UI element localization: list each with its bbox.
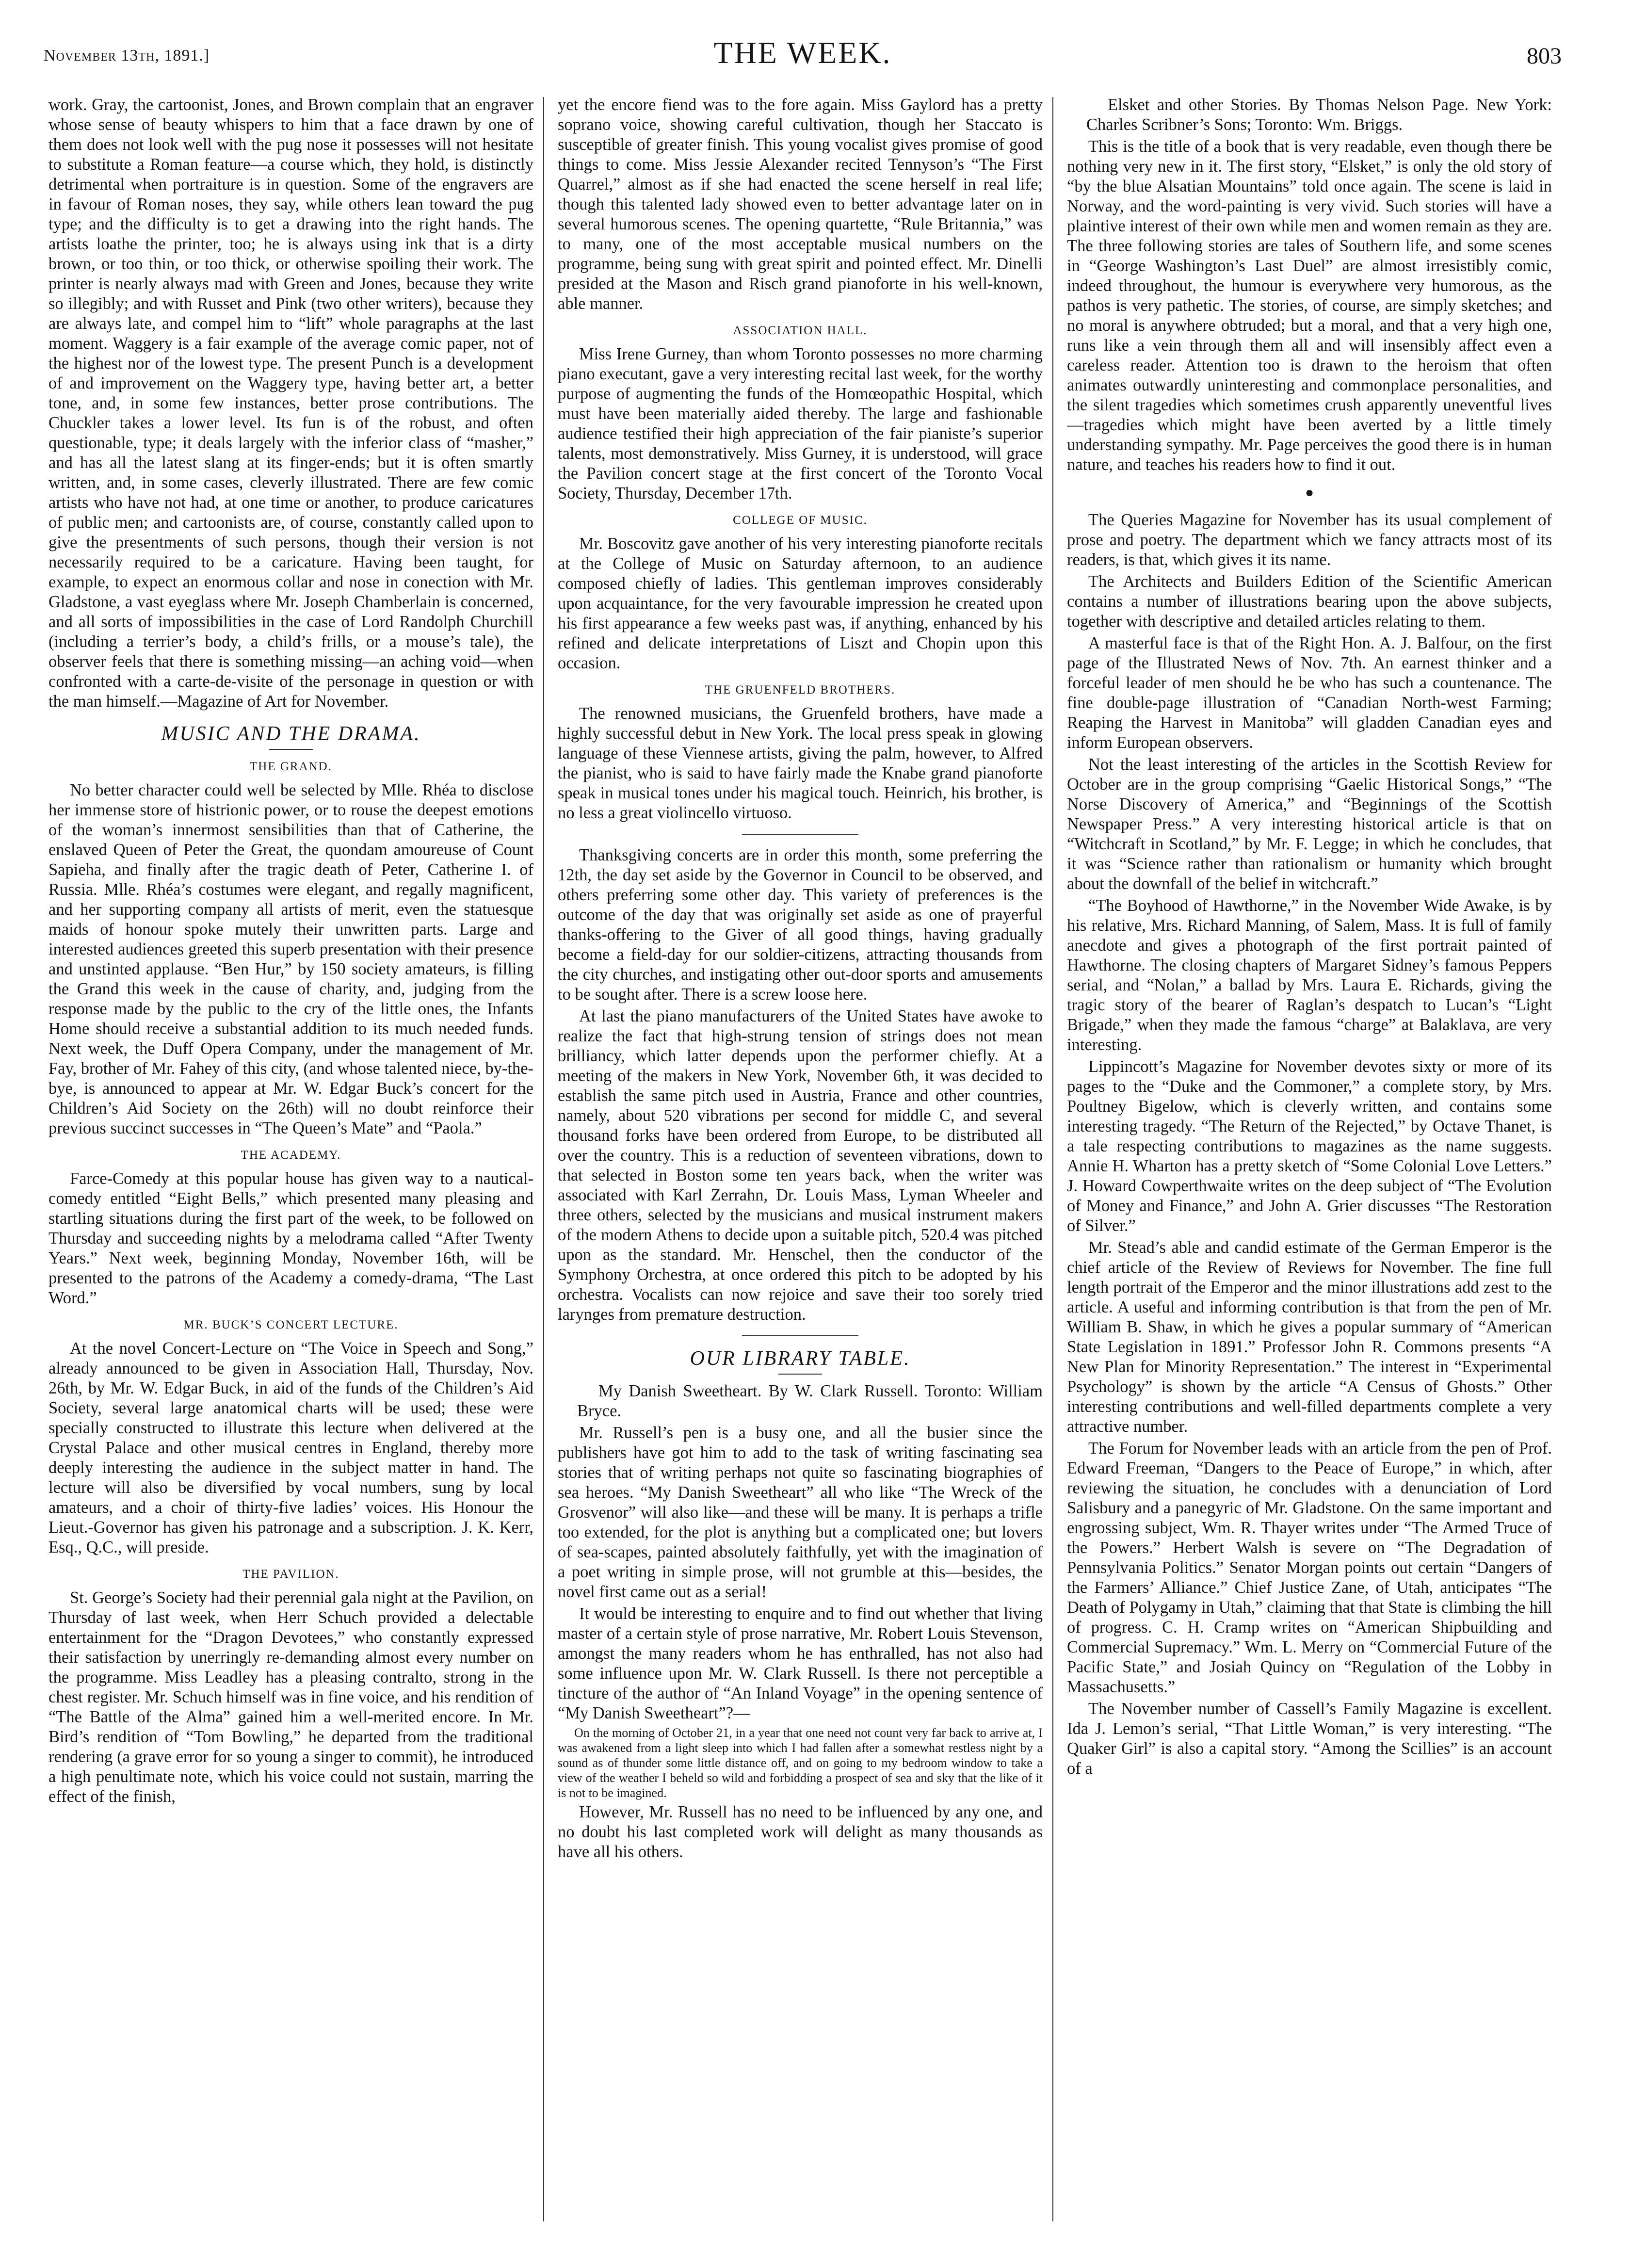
- lippincotts-paragraph: Lippincott’s Magazine for November devotes sixty or more of its pages to the “Duke and the Commoner,” a complete story, by Mrs. Poultney Bigelow, which is cleverly written, and contains some interesting tragedy. “The Return of the Rejected,” by Octave Thanet, is a tale respecting contributions to magazines as the name suggests. Annie H. Wharton has a pretty sketch of “Some Colonial Love Letters.” J. Howard Cowperthwaite writes on the deep subject of “The Evolution of Money and Finance,” and John A. Grier discusses “The Restoration of Silver.”: [1067, 1057, 1552, 1235]
- college-of-music-paragraph: Mr. Boscovitz gave another of his very interesting pianoforte recitals at the College of Music on Saturday afternoon, to an audience composed chiefly of ladies. This gentleman improves considerably upon acquaintance, for the very favourable impression he created upon his first appearance a few weeks past was, if anything, enhanced by his refined and delicate interpretations of Liszt and Chopin upon this occasion.: [558, 535, 1043, 672]
- column-3: [1067, 95, 1552, 2239]
- buck-lecture-heading: MR. BUCK’S CONCERT LECTURE.: [183, 1318, 399, 1331]
- academy-heading: THE ACADEMY.: [241, 1149, 341, 1162]
- music-drama-heading: MUSIC AND THE DRAMA.: [161, 723, 421, 745]
- column-divider: [543, 97, 544, 2221]
- cassells-paragraph: The November number of Cassell’s Family Magazine is excellent. Ida J. Lemon’s serial, “That Little Woman,” is very interesting. “The Quaker Girl” is also a capital story. “Among the Scillies” is an account of a: [1067, 1700, 1552, 1778]
- illustrated-news-paragraph: A masterful face is that of the Right Hon. A. J. Balfour, on the first page of the Illustrated News of Nov. 7th. An earnest thinker and a forceful leader of men should he be who has such a countenance. The fine double-page illustration of “Canadian North-west Farming; Reaping the Harvest in Manitoba” will gladden Canadian eyes and inform European observers.: [1067, 634, 1552, 752]
- section-rule: [778, 1374, 822, 1375]
- column-2: [558, 95, 1043, 2239]
- section-rule: [742, 834, 858, 835]
- thanksgiving-paragraph: Thanksgiving concerts are in order this month, some preferring the 12th, the day set aside by the Governor in Council to be observed, and others preferring some other day. This variety of preferences is the outcome of the day that was originally set aside as one of prayerful thanks-offering to the Giver of all good things, having gradually become a field-day for our soldier-citizens, attracting thousands from the city churches, and instigating other out-door sports and amusements to be sought after. There is a screw loose here.: [558, 846, 1043, 1004]
- section-rule: [742, 1335, 858, 1336]
- grand-paragraph: No better character could well be selected by Mlle. Rhéa to disclose her immense store of histrionic power, or to rouse the deepest emotions of the woman’s innermost sensibilities than that of Catherine, the enslaved Queen of Peter the Great, the quondam amoureuse of Count Sapieha, and finally after the tragic death of Peter, Catherine I. of Russia. Mlle. Rhéa’s costumes were elegant, and regally magnificent, and her supporting company all artists of merit, even the statuesque maids of honour spoke mutely their unwritten parts. Large and interested audiences greeted this superb presentation with their presence and unstinted applause. “Ben Hur,” by 150 society amateurs, is filling the Grand this week in the cause of charity, and, judging from the response made by the public to the cry of the little ones, the Infants Home should receive a substantial addition to its much needed funds. Next week, the Duff Opera Company, under the management of Mr. Fay, brother of Mr. Fahey of this city, (and whose talented niece, by-the-bye, is announced to appear at Mr. W. Edgar Buck’s concert for the Children’s Aid Society on the 26th) will no doubt reinforce their previous succinct successes in “The Queen’s Mate” and “Paola.”: [48, 781, 533, 1137]
- danish-sweetheart-review-1: Mr. Russell’s pen is a busy one, and all the busier since the publishers have got him to add to the task of writing fascinating sea stories that of writing perhaps not quite so fascinating biographies of sea heroes. “My Danish Sweetheart” all who like “The Wreck of the Grosvenor” will also like—and these will be many. It is perhaps a trifle too extended, for the plot is anything but a complicated one; but lovers of sea-scapes, painted absolutely faithfully, yet with the imagination of a poet writing in simple prose, will not grumble at this—besides, the novel first came out as a serial!: [558, 1424, 1043, 1601]
- section-rule: [269, 749, 313, 750]
- masthead-title: THE WEEK.: [713, 35, 892, 70]
- piano-pitch-paragraph: At last the piano manufacturers of the United States have awoke to realize the fact that high-strung tension of strings does not mean brilliancy, which latter depends upon the performer chiefly. At a meeting of the makers in New York, November 6th, it was decided to establish the same pitch used in Austria, France and other countries, namely, about 520 vibrations per second for middle C, and several thousand forks have been ordered from Europe, to be distributed all over the country. This is a reduction of seventeen vibrations, down to that selected in Boston some ten years back, when the writer was associated with Karl Zerrahn, Dr. Louis Mass, Lyman Wheeler and three others, selected by the musicians and musical instrument makers of the modern Athens to decide upon a suitable pitch, 520.4 was pitched upon as the standard. Mr. Henschel, then the conductor of the Symphony Orchestra, at once ordered this pitch to be adopted by his orchestra. Vocalists can now rejoice and save their too sorely tried larynges from premature destruction.: [558, 1007, 1043, 1324]
- gruenfeld-heading: THE GRUENFELD BROTHERS.: [705, 683, 896, 697]
- page-number: 803: [1527, 43, 1562, 69]
- grand-heading: THE GRAND.: [250, 760, 332, 773]
- pavilion-paragraph: St. George’s Society had their perennial gala night at the Pavilion, on Thursday of last week, when Herr Schuch provided a delectable entertainment for the “Dragon Devotees,” who constantly expressed their satisfaction by unerringly re-demanding almost every number on the programme. Miss Leadley has a pleasing contralto, strong in the chest register. Mr. Schuch himself was in fine voice, and his rendition of “The Battle of the Alma” gained him a well-merited encore. In Mr. Bird’s rendition of “Tom Bowling,” he departed from the traditional rendering (a grave error for so young a singer to commit), he introduced a high penultimate note, which his voice could not sustain, marring the effect of the finish,: [48, 1588, 533, 1806]
- issue-date: November 13th, 1891.]: [44, 47, 210, 65]
- book-quote: On the morning of October 21, in a year that one need not count very far back to arrive at, I was awakened from a light sleep into which I had fallen after a somewhat restless night by a sound as of thunder some little distance off, and on going to my bedroom window to take a view of the weather I beheld so wild and forbidding a prospect of sea and sky that the like of it is not to be imagined.: [558, 1726, 1043, 1800]
- library-table-heading: OUR LIBRARY TABLE.: [690, 1347, 911, 1370]
- buck-lecture-paragraph: At the novel Concert-Lecture on “The Voice in Speech and Song,” already announced to be given in Association Hall, Thursday, Nov. 26th, by Mr. W. Edgar Buck, in aid of the funds of the Children’s Aid Society, several large anatomical charts will be used; these were specially constructed to illustrate this lecture when delivered at the Crystal Palace and other musical centres in England, thereby more deeply interesting the audience in the subject matter in hand. The lecture will also be diversified by vocal numbers, sung by local amateurs, and a choir of thirty-five ladies’ voices. His Honour the Lieut.-Governor has given his patronage and a subscription. J. K. Kerr, Esq., Q.C., will preside.: [48, 1339, 533, 1556]
- danish-sweetheart-review-2: It would be interesting to enquire and to find out whether that living master of a certain style of prose narrative, Mr. Robert Louis Stevenson, amongst the many readers whom he has enthralled, has not also had some influence upon Mr. W. Clark Russell. Is there not perceptible a tincture of the author of “An Inland Voyage” in the opening sentence of “My Danish Sweetheart”?—: [558, 1604, 1043, 1722]
- pavilion-continued-paragraph: yet the encore fiend was to the fore again. Miss Gaylord has a pretty soprano voice, showing careful cultivation, though her Staccato is susceptible of greater finish. This young vocalist gives promise of good things to come. Miss Jessie Alexander recited Tennyson’s “The First Quarrel,” almost as if she had enacted the scene herself in real life; though this talented lady showed even to better advantage later on in several humorous scenes. The opening quartette, “Rule Britannia,” was to many, one of the most acceptable musical numbers on the programme, being sung with great spirit and pointed effect. Mr. Dinelli presided at the Mason and Risch grand pianoforte in his well-known, able manner.: [558, 96, 1043, 313]
- academy-paragraph: Farce-Comedy at this popular house has given way to a nautical-comedy entitled “Eight Bells,” which presented many pleasing and startling situations during the first part of the week, to be followed on Thursday and succeeding nights by a melodrama called “After Twenty Years.” Next week, beginning Monday, November 16th, will be presented to the patrons of the Academy a comedy-drama, “The Last Word.”: [48, 1169, 533, 1307]
- review-of-reviews-paragraph: Mr. Stead’s able and candid estimate of the German Emperor is the chief article of the Review of Reviews for November. The fine full length portrait of the Emperor and the minor illustrations add zest to the article. A useful and informing contribution is that from the pen of Mr. William B. Shaw, in which he gives a popular summary of “American State Legislation in 1891.” Professor John R. Commons presents “A New Plan for Minority Representation.” The interest in “Experimental Psychology” is shown by the article “A Census of Ghosts.” Other interesting contributions and well-filled departments complete a very attractive number.: [1067, 1238, 1552, 1436]
- elsket-book-heading: Elsket and other Stories. By Thomas Nelson Page. New York: Charles Scribner’s Sons; Toronto: Wm. Briggs.: [1086, 96, 1552, 134]
- comic-artists-paragraph: work. Gray, the cartoonist, Jones, and Brown complain that an engraver whose sense of beauty whispers to him that a face drawn by one of them does not look well with the pug nose it possesses will not hesitate to substitute a Roman feature—a course which, they hold, is distinctly detrimental when portraiture is in question. Some of the engravers are in favour of Roman noses, they say, while others lean toward the pug type; and the difficulty is to get a drawing into the right hands. The artists loathe the printer, too; he is always using ink that is a dirty brown, or too thin, or too thick, or otherwise spoiling their work. The printer is nearly always mad with Green and Jones, because they write so illegibly; and with Russet and Pink (two other writers), because they are always late, and compel him to “lift” whole paragraphs at the last moment. Waggery is a fair example of the average comic paper, not of the highest nor of the lowest type. The present Punch is a development of and improvement on the Waggery type, having better art, a better tone, and, in some few instances, better prose contributions. The Chuckler takes a lower level. Its fun is of the robust, and often questionable, type; it deals largely with the inferior class of “masher,” and has all the latest slang at its finger-ends; but it is often smartly written, and, in some cases, cleverly illustrated. There are few comic artists who have not had, at one time or another, to produce caricatures of public men; and cartoonists are, of course, constantly called upon to give the presentments of such persons, though their version is not necessarily required to be a caricature. Having been taught, for example, to expect an enormous collar and nose in conection with Mr. Gladstone, a vast eyeglass where Mr. Joseph Chamberlain is concerned, and all sorts of impossibilities in the case of Lord Randolph Churchill (including a terrier’s body, a child’s frills, or a mouse’s tale), the observer feels that there is something missing—an aching void—when confronted with a carte-de-visite of the personage in question or with the man himself.—Magazine of Art for November.: [48, 96, 533, 711]
- page-header: [44, 32, 1562, 90]
- association-hall-paragraph: Miss Irene Gurney, than whom Toronto possesses no more charming piano executant, gave a very interesting recital last week, for the worthy purpose of augmenting the funds of the Homœopathic Hospital, which must have been materially aided thereby. The large and fashionable audience testified their high appreciation of the fair pianiste’s superior talents, most demonstratively. Miss Gurney, it is understood, will grace the Pavilion concert stage at the first concert of the Toronto Vocal Society, Thursday, December 17th.: [558, 345, 1043, 502]
- ornament-icon: ●: [1305, 485, 1314, 501]
- gruenfeld-paragraph: The renowned musicians, the Gruenfeld brothers, have made a highly successful debut in New York. The local press speak in glowing language of these Viennese artists, giving the palm, however, to Alfred the pianist, who is said to have fairly made the Knabe grand pianoforte speak in musical tones under his magical touch. Heinrich, his brother, is no less a great violincello virtuoso.: [558, 704, 1043, 822]
- forum-paragraph: The Forum for November leads with an article from the pen of Prof. Edward Freeman, “Dangers to the Peace of Europe,” in which, after reviewing the situation, he concludes with a denunciation of Lord Salisbury and a panegyric of Mr. Gladstone. On the same important and engrossing subject, Wm. R. Thayer writes under “The Armed Truce of the Powers.” Herbert Walsh is severe on “The Degradation of Pennsylvania Politics.” Senator Morgan points out certain “Dangers of the Farmers’ Alliance.” Chief Justice Zane, of Utah, anticipates “The Death of Polygamy in Utah,” claiming that that State is climbing the hill of progress. C. H. Cramp writes on “American Shipbuilding and Commercial Supremacy.” Wm. L. Merry on “Commercial Future of the Pacific State,” and Josiah Quincy on “Regulation of the Lobby in Massachusetts.”: [1067, 1439, 1552, 1696]
- danish-sweetheart-book-heading: My Danish Sweetheart. By W. Clark Russell. Toronto: William Bryce.: [577, 1382, 1043, 1420]
- elsket-review: This is the title of a book that is very readable, even though there be nothing very new in it. The first story, “Elsket,” is only the old story of “by the blue Alsatian Mountains” told once again. The scene is laid in Norway, and the word-painting is very vivid. Such stories will have a plaintive interest of their own while men and women remain as they are. The three following stories are tales of Southern life, and some scenes in “George Washington’s Last Duel” are almost irresistibly comic, indeed throughout, the humour is everywhere very humorous, as the pathos is very pathetic. The stories, of course, are simply sketches; and no moral is anywhere obtruded; but a moral, and that a very high one, runs like a vein through them all and will insensibly affect even a careless reader. Attention too is drawn to the heroism that often animates outwardly uninteresting and commonplace personalities, and the silent tragedies which sometimes crush apparently uneventful lives—tragedies which might have been averted by a little timely understanding sympathy. Mr. Page perceives the good there is in human nature, and teaches his readers how to find it out.: [1067, 137, 1552, 474]
- danish-sweetheart-review-3: However, Mr. Russell has no need to be influenced by any one, and no doubt his last completed work will delight as many thousands as have all his others.: [558, 1803, 1043, 1861]
- college-of-music-heading: COLLEGE OF MUSIC.: [733, 514, 868, 527]
- scottish-review-paragraph: Not the least interesting of the articles in the Scottish Review for October are in the group comprising “Gaelic Historical Songs,” “The Norse Discovery of America,” and “Beginnings of the Scottish Newspaper Press.” A very interesting historical article is that on “Witchcraft in Scotland,” by Mr. F. Legge; in which he concludes, that it was “Science rather than rationalism or humanity which brought about the downfall of the belief in witchcraft.”: [1067, 755, 1552, 893]
- queries-magazine-paragraph: The Queries Magazine for November has its usual complement of prose and poetry. The department which we fancy attracts most of its readers, is that, which gives it its name.: [1067, 511, 1552, 569]
- column-divider: [1052, 97, 1053, 2221]
- wide-awake-paragraph: “The Boyhood of Hawthorne,” in the November Wide Awake, is by his relative, Mrs. Richard Manning, of Salem, Mass. It is full of family anecdote and gives a photograph of the first portrait painted of Hawthorne. The closing chapters of Margaret Sidney’s famous Peppers serial, and “Nolan,” a ballad by Mrs. Laura E. Richards, giving the tragic story of the bearer of Raglan’s despatch to Lucan’s “Light Brigade,” when they made the famous “charge” at Balaklava, are very interesting.: [1067, 896, 1552, 1054]
- architects-builders-paragraph: The Architects and Builders Edition of the Scientific American contains a number of illustrations bearing upon the above subjects, together with descriptive and detailed articles relating to them.: [1067, 572, 1552, 631]
- association-hall-heading: ASSOCIATION HALL.: [733, 324, 868, 337]
- column-1: [48, 95, 533, 2239]
- pavilion-heading: THE PAVILION.: [242, 1568, 339, 1581]
